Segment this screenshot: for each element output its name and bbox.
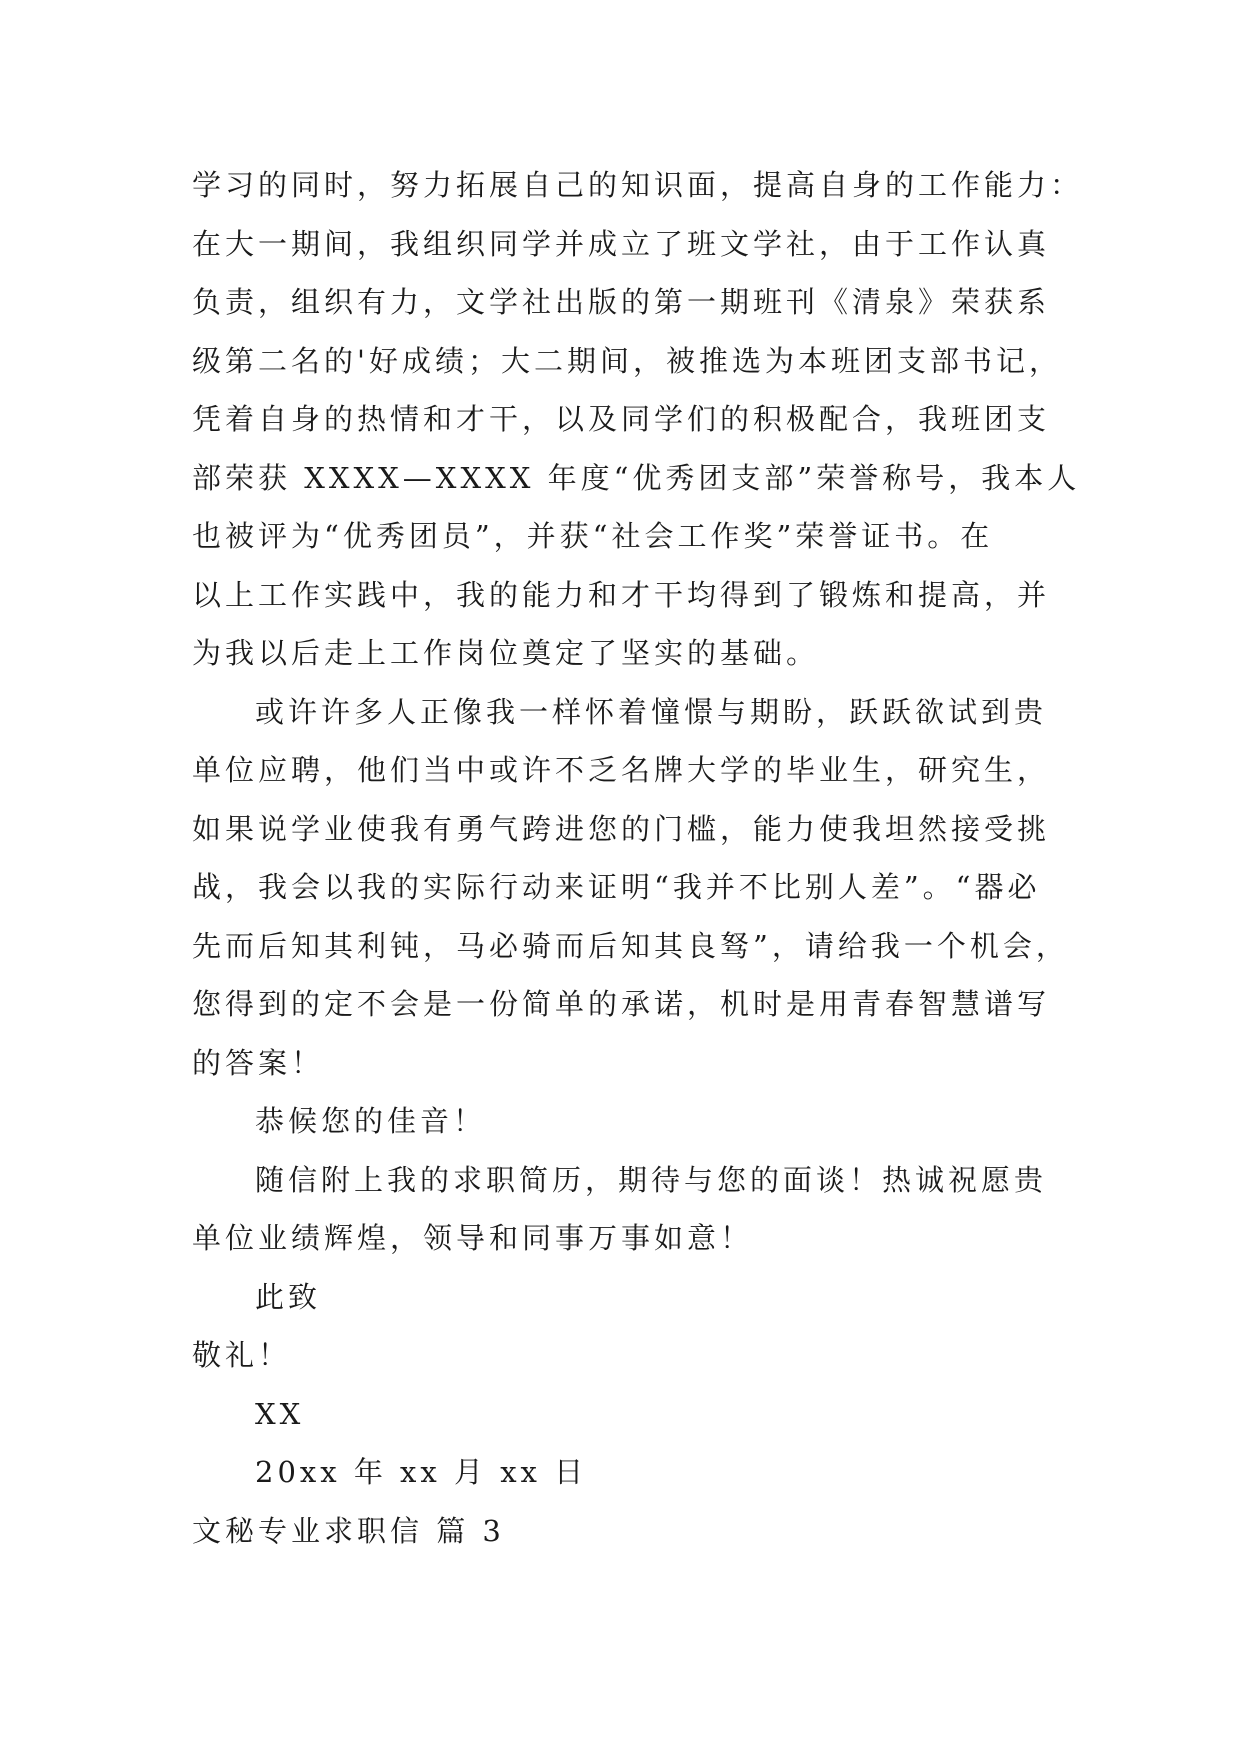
- body-line: 凭着自身的热情和才干，以及同学们的积极配合，我班团支: [192, 402, 1051, 436]
- body-line: 的答案！: [192, 1045, 325, 1080]
- section-heading: 文秘专业求职信 篇 3: [192, 1513, 505, 1548]
- paragraph-start-line: 随信附上我的求职简历，期待与您的面谈！热诚祝愿贵: [255, 1162, 1048, 1197]
- salutation-line: 此致: [255, 1279, 322, 1314]
- body-line: 负责，组织有力，文学社出版的第一期班刊《清泉》荣获系: [192, 285, 1051, 319]
- body-line: 级第二名的'好成绩；大二期间，被推选为本班团支部书记，: [192, 343, 1062, 378]
- body-line: 部荣获 XXXX—XXXX 年度“优秀团支部”荣誉称号，我本人: [192, 460, 1081, 495]
- letter-body: [192, 156, 1084, 1560]
- body-line: 单位应聘，他们当中或许不乏名牌大学的毕业生，研究生，: [192, 753, 1051, 787]
- salutation-line: 敬礼！: [192, 1338, 292, 1372]
- signature-date: 20xx 年 xx 月 xx 日: [255, 1455, 588, 1489]
- body-line: 单位业绩辉煌，领导和同事万事如意！: [192, 1221, 754, 1255]
- paragraph-start-line: 或许许多人正像我一样怀着憧憬与期盼，跃跃欲试到贵: [255, 694, 1048, 729]
- body-line: 学习的同时，努力拓展自己的知识面，提高自身的工作能力：: [192, 168, 1084, 202]
- body-line: 以上工作实践中，我的能力和才干均得到了锻炼和提高，并: [192, 577, 1051, 612]
- signature-name: XX: [255, 1396, 305, 1431]
- closing-line: 恭候您的佳音！: [255, 1104, 487, 1138]
- body-line: 战，我会以我的实际行动来证明“我并不比别人差”。“器必: [192, 870, 1041, 904]
- body-line: 也被评为“优秀团员”，并获“社会工作奖”荣誉证书。在: [192, 519, 994, 553]
- body-line: 您得到的定不会是一份简单的承诺，机时是用青春智慧谱写: [192, 987, 1051, 1021]
- body-line: 如果说学业使我有勇气跨进您的门槛，能力使我坦然接受挑: [192, 811, 1051, 846]
- body-line: 为我以后走上工作岗位奠定了坚实的基础。: [192, 636, 820, 670]
- body-line: 先而后知其利钝，马必骑而后知其良驽”，请给我一个机会，: [192, 928, 1069, 963]
- body-line: 在大一期间，我组织同学并成立了班文学社，由于工作认真: [192, 226, 1051, 261]
